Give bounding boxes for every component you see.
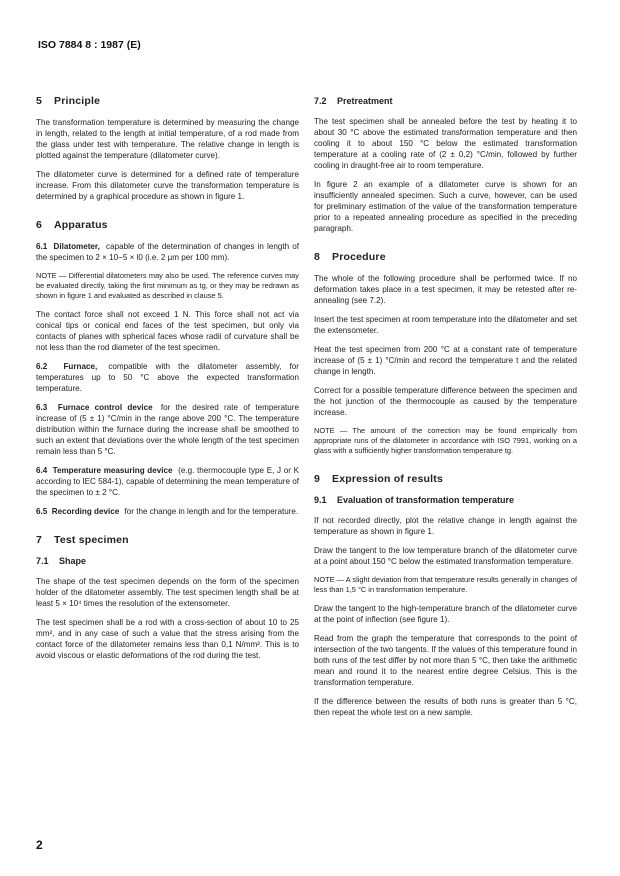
clause-6-2: 6.2 Furnace, compatible with the dilatometer assembly, for temperatures up to 50 °C above the expected transformation temperature.: [36, 362, 299, 393]
paragraph: The test specimen shall be annealed before the test by heating it to about 30 °C above the estimated transformation temperature and then cooling it to about 150 °C below the estimated transformation temperature at a cooling rate of (2 ± 0,2) °C/min, followed by further cooling in draught-free air to room temperature.: [314, 117, 577, 170]
paragraph: Draw the tangent to the low temperature branch of the dilatometer curve at a point about 150 °C below the estimated transformation temperature.: [314, 546, 577, 566]
clause-6-5: 6.5 Recording device for the change in length and for the temperature.: [36, 507, 299, 516]
section-9-heading: 9 Expression of results: [314, 473, 443, 485]
paragraph: If the difference between the results of both runs is greater than 5 °C, then repeat the whole test on a new sample.: [314, 697, 577, 717]
paragraph: The contact force shall not exceed 1 N. This force shall not act via conical tips or conical end faces of the test specimen, but only via contacts of planes with spherical faces whose radii of curvature shall be not less than the rod diameter of the test specimen.: [36, 310, 299, 352]
clause-6-3: 6.3 Furnace control device for the desired rate of temperature increase of (5 ± 1) °C/min in the range above 200 °C. The temperature distribution within the furnace during the increase shall be smoothed to such an extent that deviations over the whole length of the test specimen remain less than 5 °C.: [36, 403, 300, 456]
section-8-heading: 8 Procedure: [314, 251, 386, 263]
note: NOTE — The amount of the correction may be found empirically from appropriate runs of the dilatometer in accordance with ISO 7991, working on a glass with a sufficiently higher transformation temperature tg.: [314, 426, 577, 455]
paragraph: The whole of the following procedure shall be performed twice. If no deformation takes place in a test specimen, it may be retested after re-annealing (see 7.2).: [314, 274, 577, 305]
section-7-heading: 7 Test specimen: [36, 534, 129, 546]
paragraph: The test specimen shall be a rod with a cross-section of about 10 to 25 mm², and in any case of such a value that the stress arising from the contact force of the dilatometer remains less than 0,1 N/mm². This is to avoid viscous or elastic deformations of the rod during the test.: [36, 618, 299, 660]
paragraph: Heat the test specimen from 200 °C at a constant rate of temperature increase of (5 ± 1) °C/min and record the temperature t and the related change in length.: [314, 345, 577, 376]
note: NOTE — Differential dilatometers may also be used. The reference curves may be evaluated directly, taking the first minimum as tg, or they may be redrawn as shown in figure 1 and evaluated as described in clause 5.: [36, 271, 299, 300]
subsection-9-1-heading: 9.1 Evaluation of transformation temperature: [314, 495, 515, 505]
page-number: 2: [36, 838, 43, 852]
paragraph: If not recorded directly, plot the relative change in length against the temperature as shown in figure 1.: [314, 516, 577, 536]
paragraph: Insert the test specimen at room temperature into the dilatometer and set the extensometer.: [314, 315, 577, 335]
note: NOTE — A slight deviation from that temperature results generally in changes of less than 1,5 °C in transformation temperature.: [314, 575, 577, 594]
paragraph: The transformation temperature is determined by measuring the change in length, related to the length at initial temperature, of a rod made from the glass under test with temperature. The relative change in length is plotted against the temperature (dilatometer curve).: [36, 118, 299, 160]
section-5-heading: 5 Principle: [36, 95, 101, 107]
paragraph: The shape of the test specimen depends on the form of the specimen holder of the dilatometer assembly. The test specimen length shall be at least 5 × 10⁴ times the resolution of the extensometer.: [36, 577, 299, 608]
clause-6-4: 6.4 Temperature measuring device (e.g. thermocouple type E, J or K according to IEC 584-1), capable of determining the mean temperature of the specimen to ± 2 °C.: [36, 466, 299, 497]
right-column: [314, 96, 577, 726]
clause-6-1: 6.1 Dilatometer, capable of the determination of changes in length of the specimen to 2 × 10−5 × l0 (i.e. 2 µm per 100 mm).: [36, 242, 299, 262]
paragraph: Read from the graph the temperature that corresponds to the point of intersection of the two tangents. If the values of this temperature found in both runs of the test differ by not more than 5 °C, then take the arithmetic mean and round it to the nearest entire degree Celsius. This is the transformation temperature.: [314, 634, 577, 687]
paragraph: Draw the tangent to the high-temperature branch of the dilatometer curve at the point of inflection (see figure 1).: [314, 604, 577, 624]
section-6-heading: 6 Apparatus: [36, 219, 108, 231]
subsection-7-1-heading: 7.1 Shape: [36, 556, 87, 566]
subsection-7-2-heading: 7.2 Pretreatment: [314, 96, 393, 106]
left-column: [36, 96, 299, 669]
paragraph: Correct for a possible temperature difference between the specimen and the hot junction of the thermocouple as caused by the temperature increase.: [314, 386, 577, 417]
paragraph: In figure 2 an example of a dilatometer curve is shown for an insufficiently annealed specimen. Such a curve, however, can be used for preliminary estimation of the value of the transformation temperature prior to a repeated annealing procedure as specified in the preceding paragraph.: [314, 180, 577, 233]
page-header: ISO 7884 8 : 1987 (E): [38, 39, 141, 51]
paragraph: The dilatometer curve is determined for a defined rate of temperature increase. From this dilatometer curve the transformation temperature is determined by a graphical procedure as shown in figure 1.: [36, 170, 299, 201]
